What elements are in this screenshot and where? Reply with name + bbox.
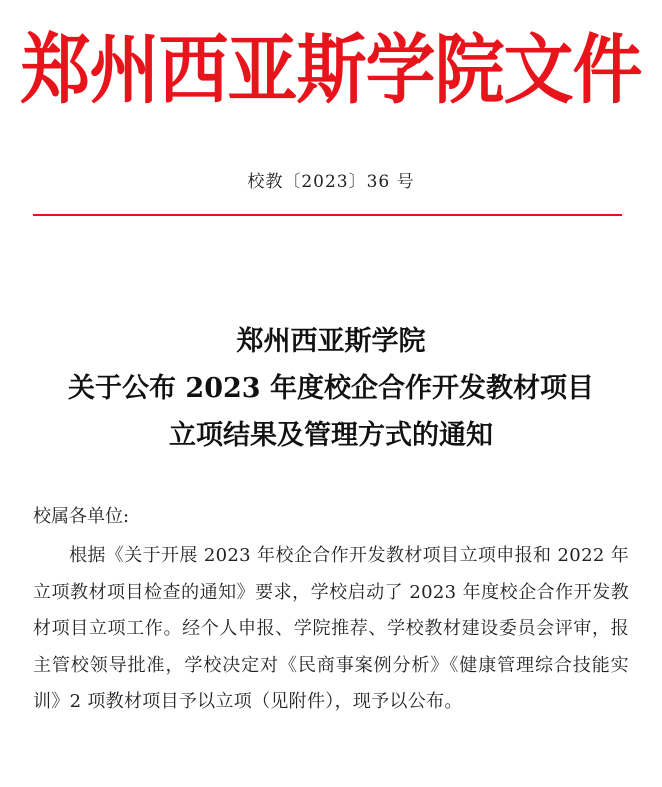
salutation: 校属各单位: bbox=[33, 506, 130, 527]
title-line-1: 郑州西亚斯学院 bbox=[236, 326, 426, 357]
title-line-3: 立项结果及管理方式的通知 bbox=[169, 420, 493, 451]
document-number: 校教〔2023〕36 号 bbox=[247, 172, 415, 192]
red-divider-line bbox=[33, 214, 622, 216]
title-line-2: 关于公布 2023 年度校企合作开发教材项目 bbox=[68, 373, 594, 404]
notice-title bbox=[0, 318, 662, 459]
document-masthead: 郑州西亚斯学院文件 bbox=[20, 24, 642, 115]
body-paragraph: 根据《关于开展 2023 年校企合作开发教材项目立项申报和 2022 年立项教材项目检查的通知》要求，学校启动了 2023 年度校企合作开发教材项目立项工作。经个人申报、学院推荐、学校教材建设委员会评审，报主管校领导批准，学校决定对《民商事案例分析》《健康管理综合技能实训》2 项教材项目予以立项（见附件），现予以公布。 bbox=[33, 545, 629, 712]
